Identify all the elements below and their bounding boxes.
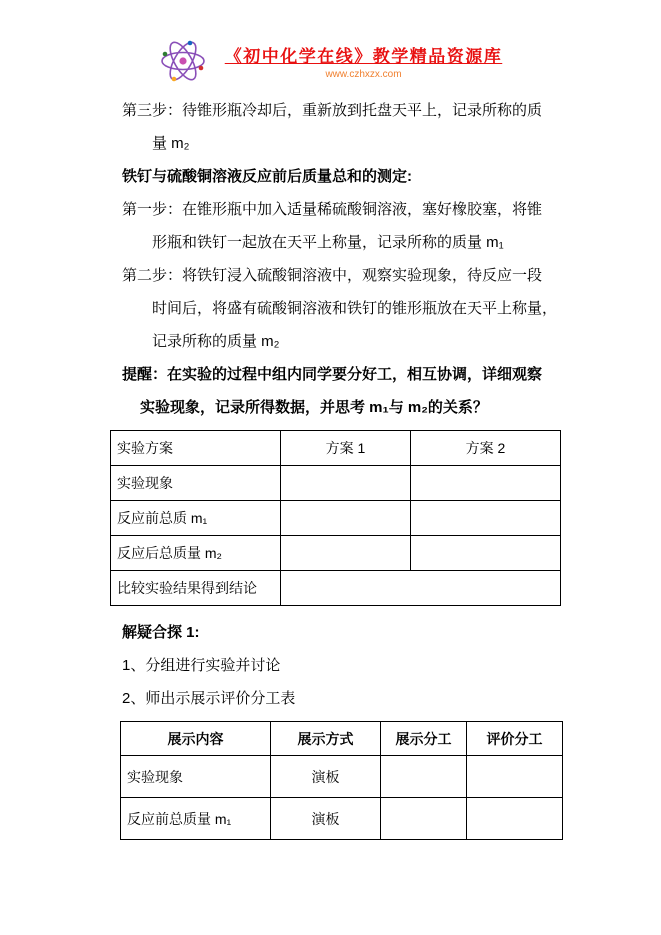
text-line: 实验现象，记录所得数据，并思考 m₁与 m₂的关系？ xyxy=(140,399,488,416)
section-item-2 xyxy=(122,682,571,715)
paragraph-step3 xyxy=(122,94,571,160)
table-cell xyxy=(381,798,467,840)
table-cell: 演板 xyxy=(271,798,381,840)
table-cell xyxy=(411,466,561,501)
table-cell xyxy=(411,536,561,571)
table-header-cell: 评价分工 xyxy=(467,722,563,756)
section-heading xyxy=(122,616,571,649)
table-cell: 演板 xyxy=(271,756,381,798)
table-cell xyxy=(281,501,411,536)
site-header xyxy=(0,0,661,82)
table-cell: 反应后总质量 m₂ xyxy=(111,536,281,571)
heading-measurement xyxy=(122,160,571,193)
table-header-cell: 展示分工 xyxy=(381,722,467,756)
text-line: 解疑合探 1: xyxy=(122,624,200,641)
table-cell xyxy=(467,798,563,840)
table-cell: 反应前总质量 m₁ xyxy=(121,798,271,840)
table-row xyxy=(121,798,563,840)
table-cell xyxy=(411,501,561,536)
atom-logo-svg xyxy=(159,40,207,82)
experiment-plan-table xyxy=(110,430,561,606)
table-row xyxy=(111,501,561,536)
table-cell xyxy=(281,536,411,571)
text-line: 记录所称的质量 m₂ xyxy=(152,333,280,350)
text-line: 提醒：在实验的过程中组内同学要分好工，相互协调，详细观察 xyxy=(122,366,543,383)
table-cell: 比较实验结果得到结论 xyxy=(111,571,281,606)
table-header-cell: 展示内容 xyxy=(121,722,271,756)
text-line: 第三步：待锥形瓶冷却后，重新放到托盘天平上，记录所称的质 xyxy=(122,102,543,119)
paragraph-step1 xyxy=(122,193,571,259)
header-text-block xyxy=(225,42,503,80)
table-cell: 方案 2 xyxy=(411,431,561,466)
table-header-row xyxy=(121,722,563,756)
text-line: 1、分组进行实验并讨论 xyxy=(122,657,281,674)
document-content xyxy=(0,82,661,840)
site-url-link[interactable]: www.czhxzx.com xyxy=(325,69,402,80)
atom-logo-icon xyxy=(159,40,207,82)
text-line: 铁钉与硫酸铜溶液反应前后质量总和的测定: xyxy=(122,168,412,185)
text-line: 形瓶和铁钉一起放在天平上称量，记录所称的质量 m₁ xyxy=(152,234,504,251)
table-row xyxy=(121,756,563,798)
text-line: 时间后，将盛有硫酸铜溶液和铁钉的锥形瓶放在天平上称量， xyxy=(152,300,558,317)
table-cell: 实验方案 xyxy=(111,431,281,466)
table-row xyxy=(111,536,561,571)
table-cell: 方案 1 xyxy=(281,431,411,466)
site-title: 《初中化学在线》教学精品资源库 xyxy=(224,47,503,66)
section-item-1 xyxy=(122,649,571,682)
table-cell xyxy=(381,756,467,798)
table-cell: 实验现象 xyxy=(111,466,281,501)
table-cell: 实验现象 xyxy=(121,756,271,798)
presentation-assignment-table xyxy=(120,721,563,840)
text-line: 2、师出示展示评价分工表 xyxy=(122,690,296,707)
text-line: 第一步：在锥形瓶中加入适量稀硫酸铜溶液，塞好橡胶塞，将锥 xyxy=(122,201,543,218)
table-header-cell: 展示方式 xyxy=(271,722,381,756)
table-cell xyxy=(281,571,561,606)
table-row xyxy=(111,466,561,501)
table-cell xyxy=(281,466,411,501)
table-row xyxy=(111,431,561,466)
paragraph-reminder xyxy=(122,358,571,424)
table-cell xyxy=(467,756,563,798)
paragraph-step2 xyxy=(122,259,571,358)
text-line: 量 m₂ xyxy=(152,135,190,152)
text-line: 第二步：将铁钉浸入硫酸铜溶液中，观察实验现象，待反应一段 xyxy=(122,267,543,284)
table-row xyxy=(111,571,561,606)
table-cell: 反应前总质 m₁ xyxy=(111,501,281,536)
